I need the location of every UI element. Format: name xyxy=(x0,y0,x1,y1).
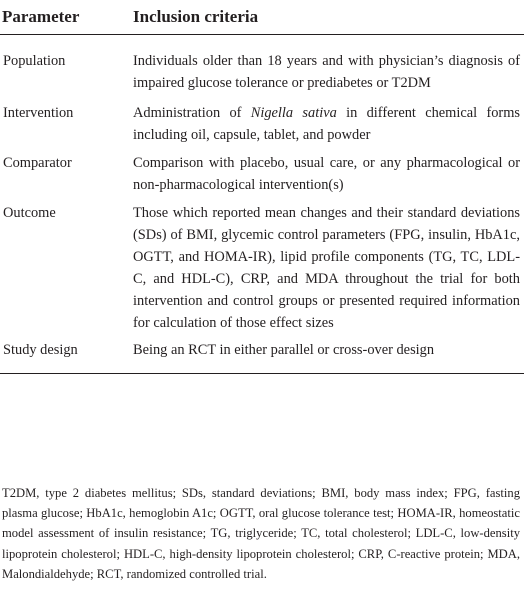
table-row-intervention xyxy=(0,100,524,150)
header-row xyxy=(0,0,524,35)
table-footnote: T2DM, type 2 diabetes mellitus; SDs, standard deviations; BMI, body mass index; FPG, fasting plasma glucose; HbA1c, hemoglobin A1c; OGTT, oral glucose tolerance test; HOMA-IR, homeostatic model assessment of insulin resistance; TG, triglyceride; TC, total cholesterol; LDL-C, low-density lipoprotein cholesterol; HDL-C, high-density lipoprotein cholesterol; CRP, C-reactive protein; MDA, Malondialdehyde; RCT, randomized controlled trial. xyxy=(2,486,520,581)
criteria-cell: Individuals older than 18 years and with physician’s diagnosis of impaired glucose tolerance or prediabetes or T2DM xyxy=(133,53,520,91)
parameter-cell: Comparator xyxy=(3,155,72,171)
parameter-cell: Intervention xyxy=(3,105,74,121)
table-row-population xyxy=(0,35,524,101)
criteria-cell xyxy=(133,100,524,150)
criteria-cell: Being an RCT in either parallel or cross-over design xyxy=(133,342,435,358)
criteria-cell: Those which reported mean changes and their standard deviations (SDs) of BMI, glycemic control parameters (FPG, insulin, HbA1c, OGTT, and HOMA-IR), lipid profile components (TG, TC, LDL-C, and HDL-C), CRP, and MDA throughout the trial for both intervention and control groups or presented required information for calculation of those effect sizes xyxy=(133,205,520,331)
header-inclusion-criteria: Inclusion criteria xyxy=(133,7,259,26)
header-parameter: Parameter xyxy=(2,7,80,26)
table-row-comparator xyxy=(0,150,524,200)
table-row-study-design xyxy=(0,338,524,374)
species-name: Nigella sativa xyxy=(250,105,337,121)
criteria-cell: Comparison with placebo, usual care, or any pharmacological or non-pharmacological intervention(s) xyxy=(133,155,520,193)
parameter-cell: Study design xyxy=(3,342,78,358)
criteria-text-pre: Administration of xyxy=(133,105,251,121)
criteria-text-post: in different chemical forms including oil, capsule, tablet, and powder xyxy=(133,105,521,143)
table-header xyxy=(0,0,524,35)
table-body xyxy=(0,35,524,374)
parameter-cell: Outcome xyxy=(3,205,56,221)
table-row-outcome xyxy=(0,200,524,338)
parameter-cell: Population xyxy=(3,53,66,69)
